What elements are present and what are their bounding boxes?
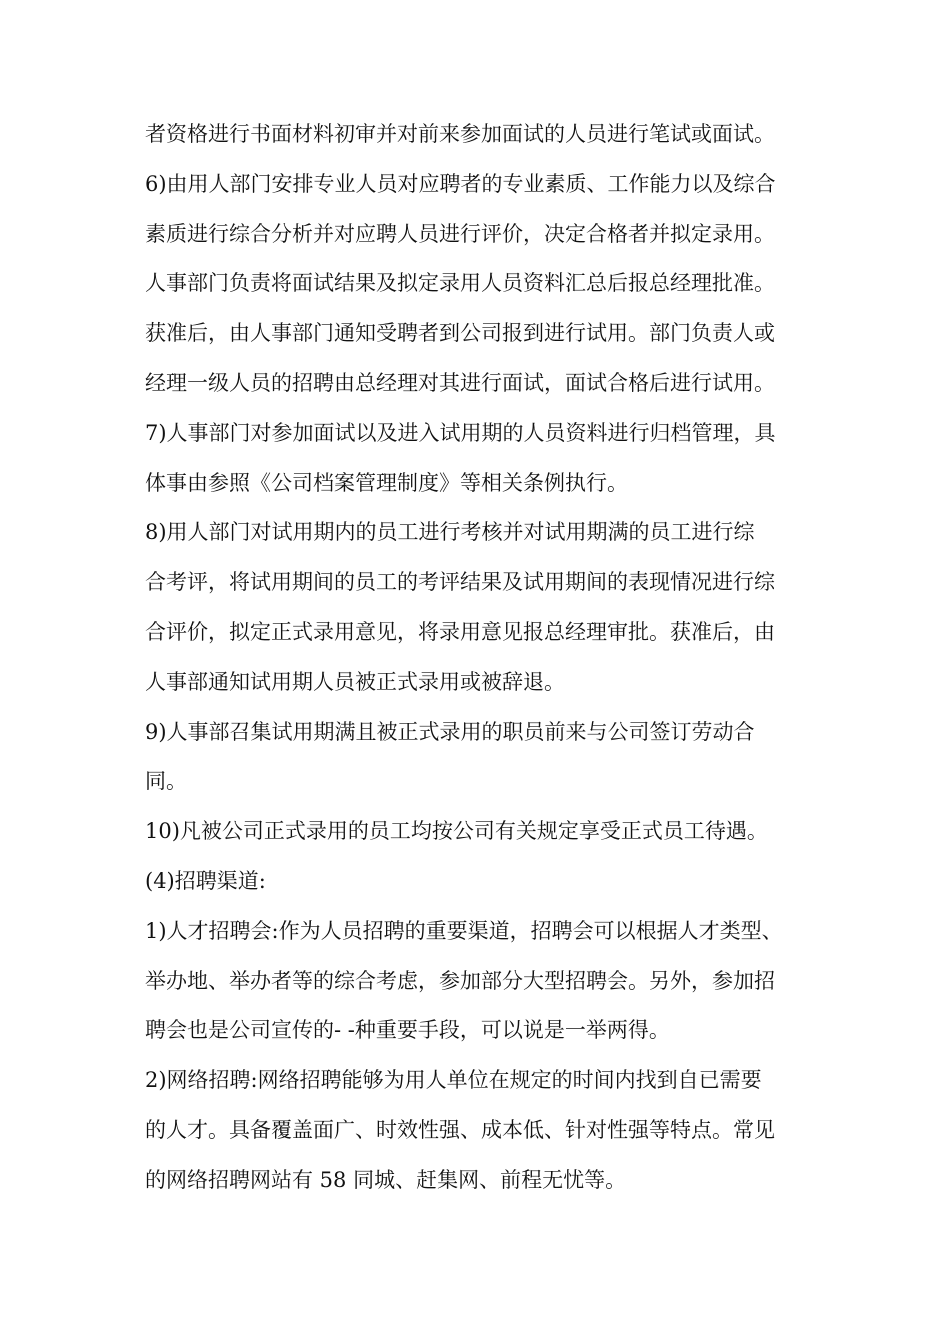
text-line: 聘会也是公司宣传的- -种重要手段，可以说是一举两得。 (145, 1018, 670, 1043)
text-line: 6)由用人部门安排专业人员对应聘者的专业素质、工作能力以及综合 (145, 171, 776, 196)
text-line: 9)人事部召集试用期满且被正式录用的职员前来与公司签订劳动合 (145, 719, 755, 744)
document-body (145, 110, 815, 1206)
text-line: 8)用人部门对试用期内的员工进行考核并对试用期满的员工进行综 (145, 520, 755, 545)
text-line: 体事由参照《公司档案管理制度》等相关条例执行。 (145, 470, 628, 495)
text-line: 者资格进行书面材料初审并对前来参加面试的人员进行笔试或面试。 (145, 122, 775, 146)
text-line: 素质进行综合分析并对应聘人员进行评价，决定合格者并拟定录用。 (145, 221, 775, 246)
text-line: 同。 (145, 769, 187, 794)
text-line: 的网络招聘网站有 58 同城、赶集网、前程无忧等。 (145, 1167, 627, 1192)
text-line: 经理一级人员的招聘由总经理对其进行面试，面试合格后进行试用。 (145, 370, 775, 395)
text-line: 10)凡被公司正式录用的员工均按公司有关规定享受正式员工待遇。 (145, 819, 768, 844)
text-line: 获准后，由人事部门通知受聘者到公司报到进行试用。部门负责人或 (145, 321, 775, 346)
text-line: 人事部门负责将面试结果及拟定录用人员资料汇总后报总经理批准。 (145, 271, 775, 296)
text-line: 合考评，将试用期间的员工的考评结果及试用期间的表现情况进行综 (145, 570, 775, 595)
text-line: 7)人事部门对参加面试以及进入试用期的人员资料进行归档管理，具 (145, 420, 776, 445)
text-line: 2)网络招聘:网络招聘能够为用人单位在规定的时间内找到自已需要 (145, 1068, 762, 1093)
text-line: 1)人才招聘会:作为人员招聘的重要渠道，招聘会可以根据人才类型、 (145, 918, 783, 943)
text-line: 人事部通知试用期人员被正式录用或被辞退。 (145, 669, 565, 694)
section-heading: (4)招聘渠道: (145, 868, 266, 893)
text-line: 的人才。具备覆盖面广、时效性强、成本低、针对性强等特点。常见 (145, 1117, 775, 1142)
text-line: 举办地、举办者等的综合考虑，参加部分大型招聘会。另外，参加招 (145, 968, 775, 993)
text-line: 合评价，拟定正式录用意见，将录用意见报总经理审批。获准后，由 (145, 619, 775, 644)
